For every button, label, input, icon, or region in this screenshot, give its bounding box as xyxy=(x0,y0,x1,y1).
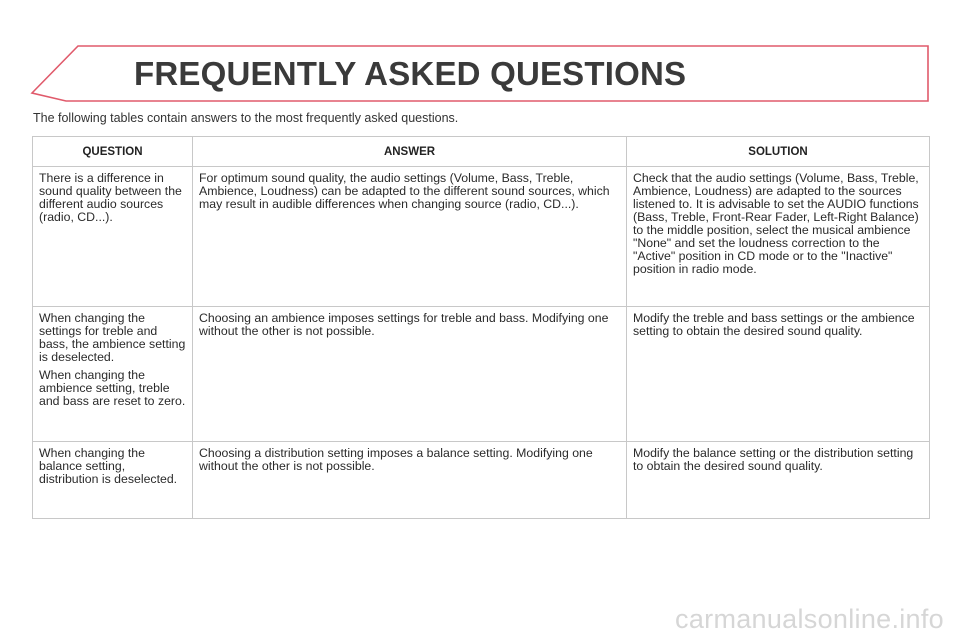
table-header-row xyxy=(33,137,930,167)
answer-cell xyxy=(193,167,627,307)
faq-table xyxy=(32,136,930,519)
page-title: FREQUENTLY ASKED QUESTIONS xyxy=(134,55,687,92)
answer-cell xyxy=(193,307,627,442)
question-cell xyxy=(33,167,193,307)
column-header-answer: ANSWER xyxy=(193,137,627,167)
question-cell xyxy=(33,307,193,442)
solution-text: Check that the audio settings (Volume, Bass, Treble, Ambience, Loudness) are adapted to the sources listened to. It is advisable to set the AUDIO functions (Bass, Treble, Front-Rear Fader, Left-Right Balance) to the middle position, select the musical ambience "None" and set the loudness correction to the "Active" position in CD mode or to the "Inactive" position in radio mode. xyxy=(633,171,919,276)
table-row xyxy=(33,442,930,519)
solution-text: Modify the treble and bass settings or the ambience setting to obtain the desired sound quality. xyxy=(633,311,915,338)
answer-text: For optimum sound quality, the audio settings (Volume, Bass, Treble, Ambience, Loudness) can be adapted to the different sound sources, which may result in audible differences when changing source (radio, CD...). xyxy=(199,171,610,211)
question-text: When changing the balance setting, distribution is deselected. xyxy=(39,446,178,486)
answer-text: Choosing a distribution setting imposes a balance setting. Modifying one without the other is not possible. xyxy=(199,446,593,473)
question-text: When changing the ambience setting, treble and bass are reset to zero. xyxy=(39,368,186,408)
question-text: When changing the settings for treble and bass, the ambience setting is deselected. xyxy=(39,311,186,364)
watermark: carmanualsonline.info xyxy=(675,604,944,634)
solution-text: Modify the balance setting or the distribution setting to obtain the desired sound quality. xyxy=(633,446,914,473)
question-text: There is a difference in sound quality between the different audio sources (radio, CD...). xyxy=(39,171,182,224)
solution-cell xyxy=(627,442,930,519)
intro-text: The following tables contain answers to the most frequently asked questions. xyxy=(33,111,459,125)
answer-text: Choosing an ambience imposes settings for treble and bass. Modifying one without the other is not possible. xyxy=(199,311,609,338)
question-cell xyxy=(33,442,193,519)
column-header-question: QUESTION xyxy=(33,137,193,167)
table-row xyxy=(33,167,930,307)
solution-cell xyxy=(627,167,930,307)
answer-cell xyxy=(193,442,627,519)
column-header-solution: SOLUTION xyxy=(627,137,930,167)
table-row xyxy=(33,307,930,442)
solution-cell xyxy=(627,307,930,442)
